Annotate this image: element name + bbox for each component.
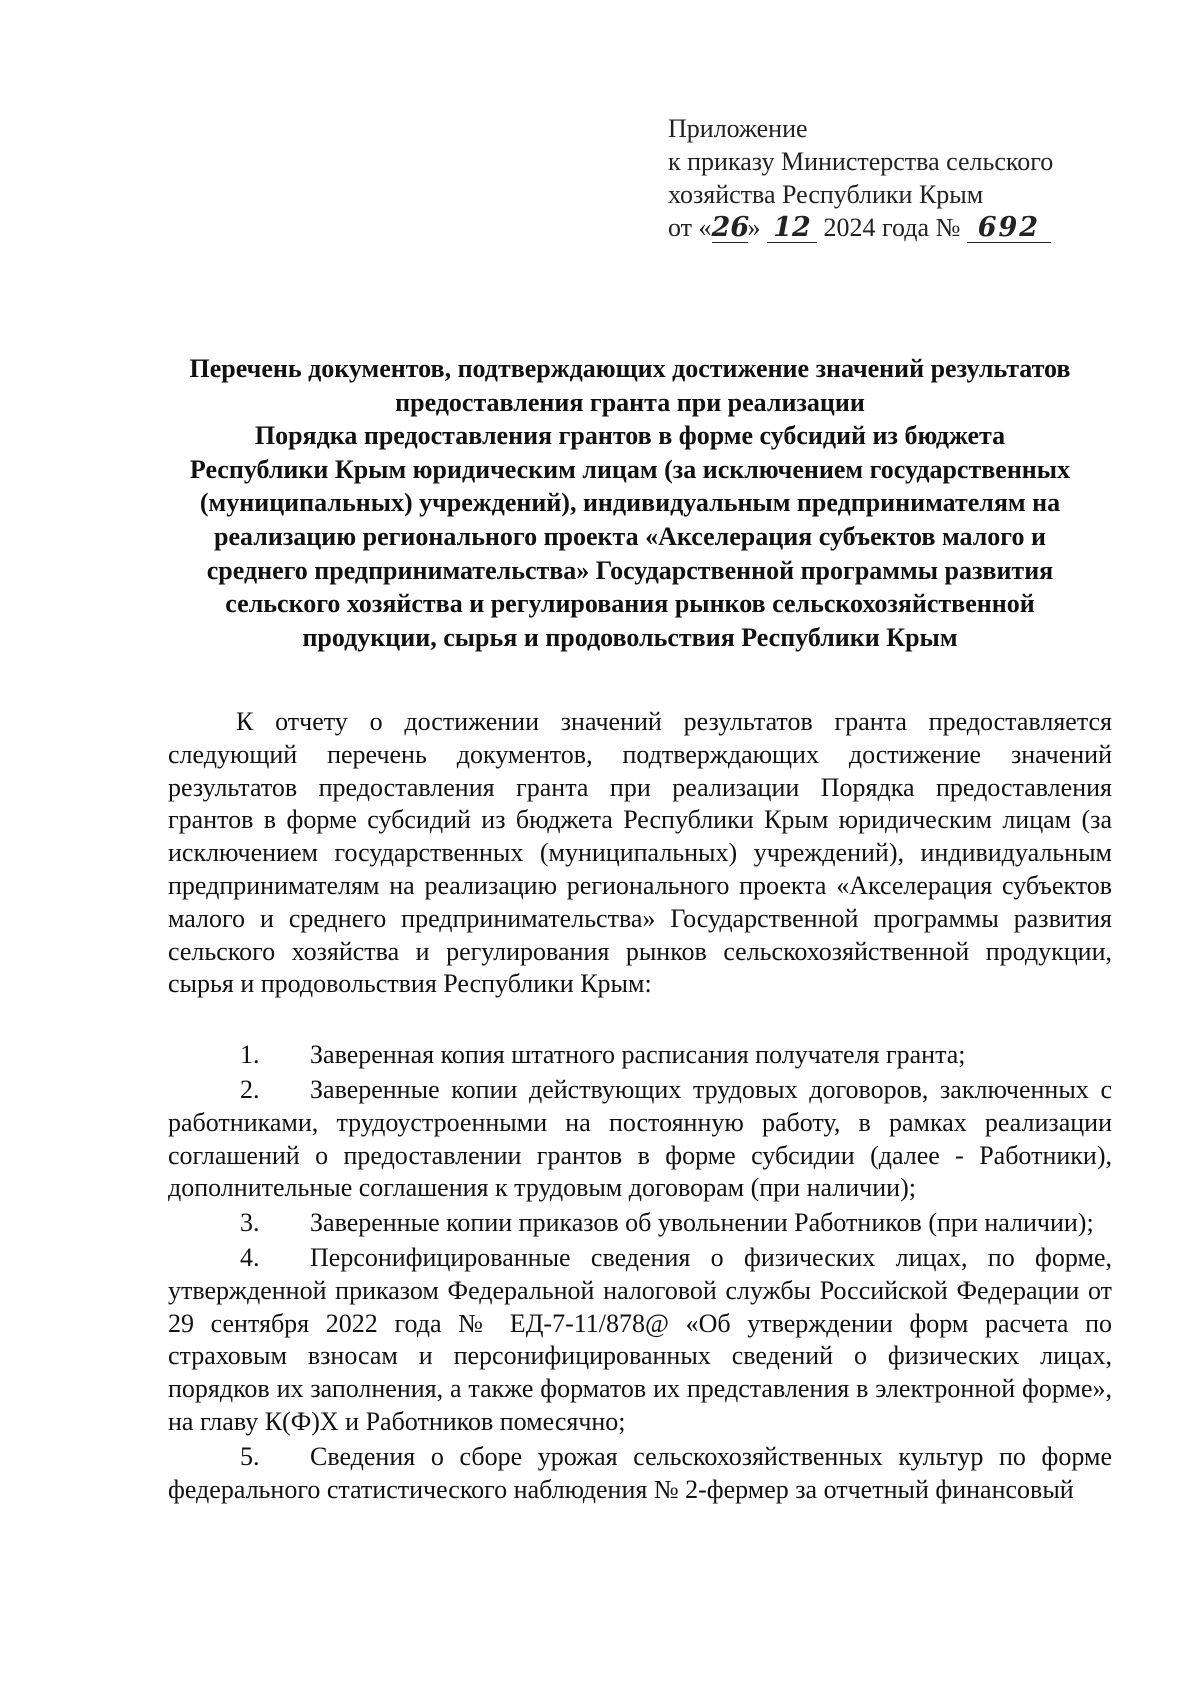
list-item-text: Заверенные копии приказов об увольнении Работников (при наличии);: [310, 1208, 1094, 1238]
intro-paragraph: К отчету о достижении значений результатов гранта предоставляется следующий перечень документов, подтверждающих достижение значений результатов предоставления гранта при реализации Порядка предоставления грантов в форме субсидий из бюджета Республики Крым юридическим лицам (за исключением государственных (муниципальных) учреждений), индивидуальным предпринимателям на реализацию регионального проекта «Акселерация субъектов малого и среднего предпринимательства» Государственной программы развития сельского хозяйства и регулирования рынков сельскохозяйственной продукции, сырья и продовольствия Республики Крым:: [168, 707, 1112, 999]
title-line: среднего предпринимательства» Государственной программы развития: [206, 555, 1054, 585]
list-item: [168, 1074, 1112, 1205]
appendix-order-ref: к приказу Министерства сельского: [668, 147, 1054, 176]
list-item-number: 5.: [240, 1441, 260, 1471]
list-item-number: 1.: [240, 1040, 260, 1070]
handwritten-day: 26: [711, 212, 750, 243]
list-item: [168, 1207, 1112, 1240]
title-line: продукции, сырья и продовольствия Республики Крым: [302, 622, 958, 652]
document-title: [150, 352, 1110, 654]
list-item: [168, 1242, 1112, 1439]
documents-list: [168, 1039, 1112, 1506]
list-item-number: 2.: [240, 1074, 260, 1104]
appendix-ministry: хозяйства Республики Крым: [668, 180, 984, 209]
list-item-number: 4.: [240, 1242, 260, 1272]
list-item-number: 3.: [240, 1208, 260, 1238]
list-item-text: Персонифицированные сведения о физических лицах, по форме, утвержденной приказом Федеральной налоговой службы Российской Федерации от 29 сентября 2022 года № ЕД-7-11/878@ «Об утверждении форм расчета по страховым взносам и персонифицированных сведений о физических лицах, порядков их заполнения, а также форматов их представления в электронной форме», на главу К(Ф)Х и Работников помесячно;: [168, 1242, 1112, 1436]
handwritten-month: 12: [767, 214, 817, 243]
title-line: Республики Крым юридическим лицам (за исключением государственных: [189, 454, 1071, 484]
document-body: [168, 706, 1112, 1508]
title-line: сельского хозяйства и регулирования рынков сельскохозяйственной: [225, 589, 1035, 619]
title-line: (муниципальных) учреждений), индивидуальным предпринимателям на: [199, 488, 1061, 518]
appendix-block: [668, 112, 1088, 244]
title-line: Перечень документов, подтверждающих достижение значений результатов: [189, 354, 1071, 383]
title-line: предоставления гранта при реализации: [395, 387, 865, 417]
date-prefix: от «: [668, 213, 712, 242]
list-item: [168, 1441, 1112, 1507]
list-item-text: Заверенная копия штатного расписания получателя гранта;: [310, 1040, 966, 1070]
list-item-text: Сведения о сборе урожая сельскохозяйственных культур по форме федерального статистического наблюдения № 2-фермер за отчетный финансовый: [168, 1441, 1112, 1504]
date-day-suffix: »: [747, 213, 761, 242]
title-line: реализацию регионального проекта «Акселерация субъектов малого и: [214, 521, 1046, 551]
date-year-text: 2024 года №: [823, 213, 961, 242]
list-item: [168, 1039, 1112, 1072]
title-line: Порядка предоставления грантов в форме субсидий из бюджета: [254, 421, 1006, 451]
list-item-text: Заверенные копии действующих трудовых договоров, заключенных с работниками, трудоустроенными на постоянную работу, в рамках реализации соглашений о предоставлении грантов в форме субсидии (далее - Работники), дополнительные соглашения к трудовым договорам (при наличии);: [168, 1074, 1112, 1203]
handwritten-order-number: 692: [967, 214, 1051, 243]
appendix-title: Приложение: [668, 114, 808, 143]
appendix-date-line: [668, 211, 1088, 244]
